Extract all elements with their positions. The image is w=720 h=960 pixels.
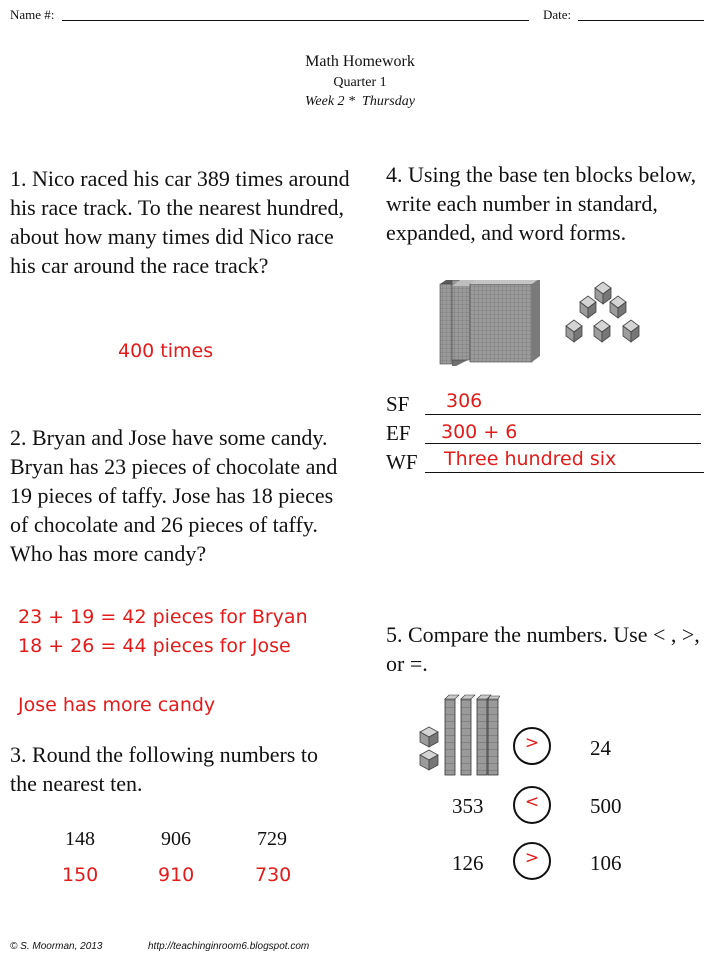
question-5-text: 5. Compare the numbers. Use < , >, or =. [386, 622, 700, 676]
sf-answer-line[interactable] [425, 414, 701, 415]
question-3-text: 3. Round the following numbers to the nearest ten. [10, 742, 318, 796]
page-title: Math Homework [305, 53, 415, 70]
name-label: Name #: [10, 7, 55, 22]
q3-answer-1: 150 [62, 864, 99, 886]
base-ten-blocks-42 [418, 693, 500, 777]
sf-label: SF [386, 392, 410, 416]
sf-answer: 306 [446, 390, 483, 412]
unit-cube-icon [595, 282, 611, 304]
question-1-text: 1. Nico raced his car 389 times around his race track. To the nearest hundred, about how many times did Nico race his car around the race track? [10, 166, 350, 278]
compare-right-2: 500 [590, 794, 622, 818]
unit-cubes [566, 282, 639, 342]
date-field-line[interactable] [578, 20, 704, 21]
wf-label: WF [386, 450, 418, 474]
week-label: Week 2 * Thursday [305, 94, 415, 109]
question-4-text: 4. Using the base ten blocks below, write each number in standard, expanded, and word forms. [386, 162, 697, 245]
unit-cube-icon [420, 750, 438, 770]
unit-cube-icon [580, 296, 596, 318]
ten-rod-icon [445, 695, 459, 775]
compare-symbol-1: > [524, 733, 540, 753]
base-ten-blocks-306 [430, 280, 670, 366]
q3-number-3: 729 [257, 828, 287, 850]
compare-right-3: 106 [590, 851, 622, 875]
ten-rod-icon [488, 696, 500, 775]
ef-answer: 300 + 6 [441, 421, 518, 443]
quarter-label: Quarter 1 [333, 75, 387, 90]
ten-rod-icon [461, 695, 475, 775]
hundred-flat-icon [470, 280, 540, 362]
name-field-line[interactable] [62, 20, 529, 21]
unit-cube-icon [610, 296, 626, 318]
q3-answer-3: 730 [255, 864, 292, 886]
question-2-answer-line-2: 18 + 26 = 44 pieces for Jose [18, 635, 291, 657]
compare-symbol-3: > [524, 848, 540, 868]
question-2-conclusion: Jose has more candy [18, 694, 216, 716]
date-label: Date: [543, 7, 572, 22]
wf-answer-line[interactable] [425, 472, 704, 473]
footer-url[interactable]: http://teachinginroom6.blogspot.com [148, 941, 310, 952]
compare-right-1: 24 [590, 736, 611, 760]
ef-answer-line[interactable] [425, 443, 701, 444]
question-1-answer: 400 times [118, 340, 214, 362]
q3-number-2: 906 [161, 828, 191, 850]
unit-cube-icon [566, 320, 582, 342]
question-2-text: 2. Bryan and Jose have some candy. Bryan has 23 pieces of chocolate and 19 pieces of taffy. Jose has 18 pieces of chocolate and 26 pieces of taffy. Who has more candy? [10, 425, 338, 566]
footer-copyright: © S. Moorman, 2013 [10, 941, 103, 952]
unit-cube-icon [420, 727, 438, 747]
q3-answer-2: 910 [158, 864, 195, 886]
wf-answer: Three hundred six [444, 448, 617, 470]
question-2-answer-line-1: 23 + 19 = 42 pieces for Bryan [18, 606, 308, 628]
unit-cube-icon [623, 320, 639, 342]
compare-symbol-2: < [524, 792, 540, 812]
ef-label: EF [386, 421, 411, 445]
compare-left-2: 353 [452, 794, 484, 818]
q3-number-1: 148 [65, 828, 95, 850]
compare-left-3: 126 [452, 851, 484, 875]
unit-cube-icon [594, 320, 610, 342]
